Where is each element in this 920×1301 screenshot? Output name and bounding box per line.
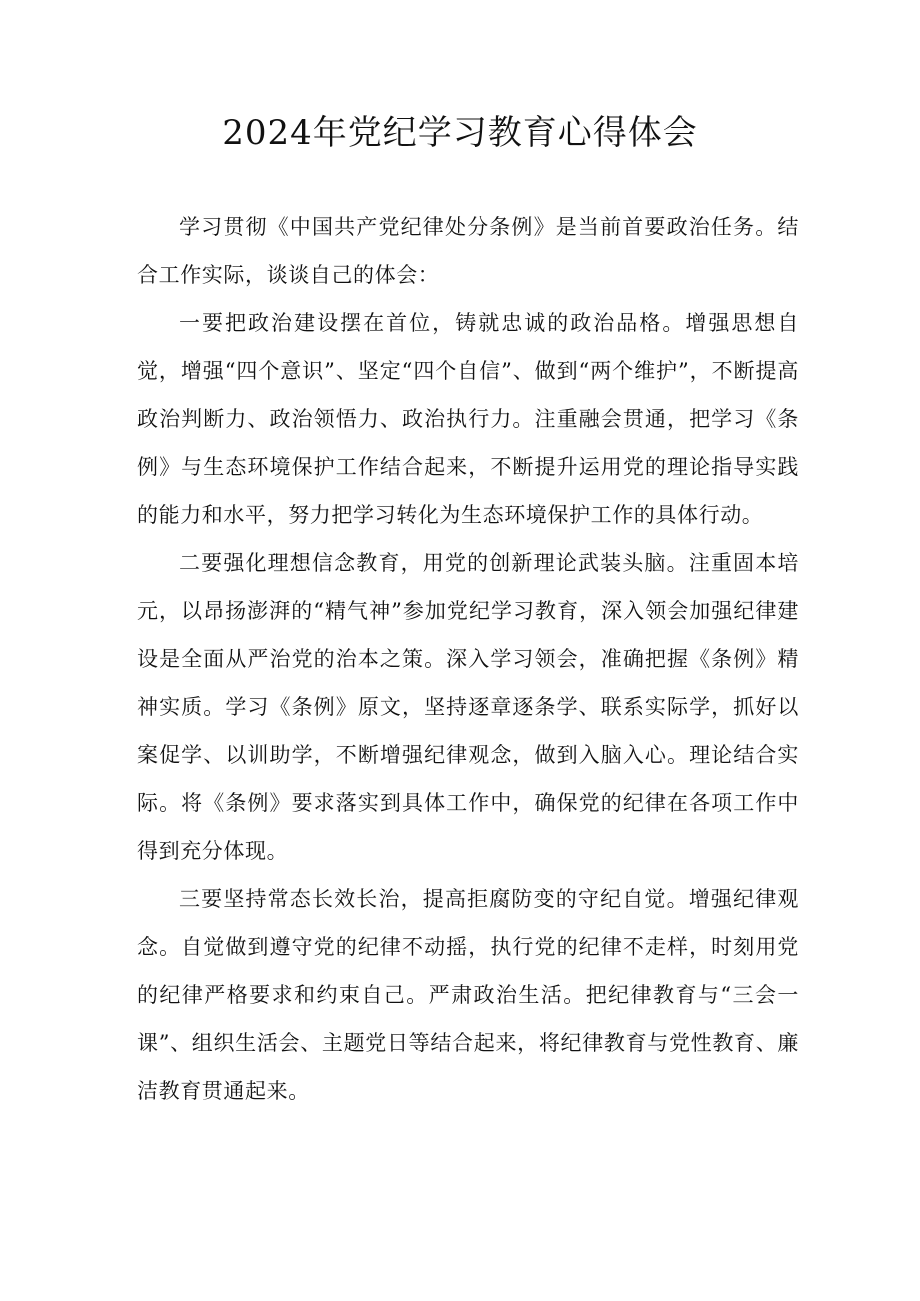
- document-title: 2024年党纪学习教育心得体会: [222, 113, 698, 153]
- paragraph-discipline-normalization: 三要坚持常态长效长治，提高拒腐防变的守纪自觉。增强纪律观念。自觉做到遵守党的纪律不动摇，执行党的纪律不走样，时刻用党的纪律严格要求和约束自己。严肃政治生活。把纪律教育与“三会一课”、组织生活会、主题党日等结合起来，将纪律教育与党性教育、廉洁教育贯通起来。: [137, 887, 799, 1103]
- document-body: [137, 203, 799, 1115]
- paragraph-intro: 学习贯彻《中国共产党纪律处分条例》是当前首要政治任务。结合工作实际，谈谈自己的体会：: [137, 215, 799, 287]
- paragraph-ideals-education: 二要强化理想信念教育，用党的创新理论武装头脑。注重固本培元，以昂扬澎湃的“精气神”参加党纪学习教育，深入领会加强纪律建设是全面从严治党的治本之策。深入学习领会，准确把握《条例》精神实质。学习《条例》原文，坚持逐章逐条学、联系实际学，抓好以案促学、以训助学，不断增强纪律观念，做到入脑入心。理论结合实际。将《条例》要求落实到具体工作中，确保党的纪律在各项工作中得到充分体现。: [137, 551, 799, 863]
- paragraph-political-building: 一要把政治建设摆在首位，铸就忠诚的政治品格。增强思想自觉，增强“四个意识”、坚定“四个自信”、做到“两个维护”，不断提高政治判断力、政治领悟力、政治执行力。注重融会贯通，把学习《条例》与生态环境保护工作结合起来，不断提升运用党的理论指导实践的能力和水平，努力把学习转化为生态环境保护工作的具体行动。: [137, 311, 799, 527]
